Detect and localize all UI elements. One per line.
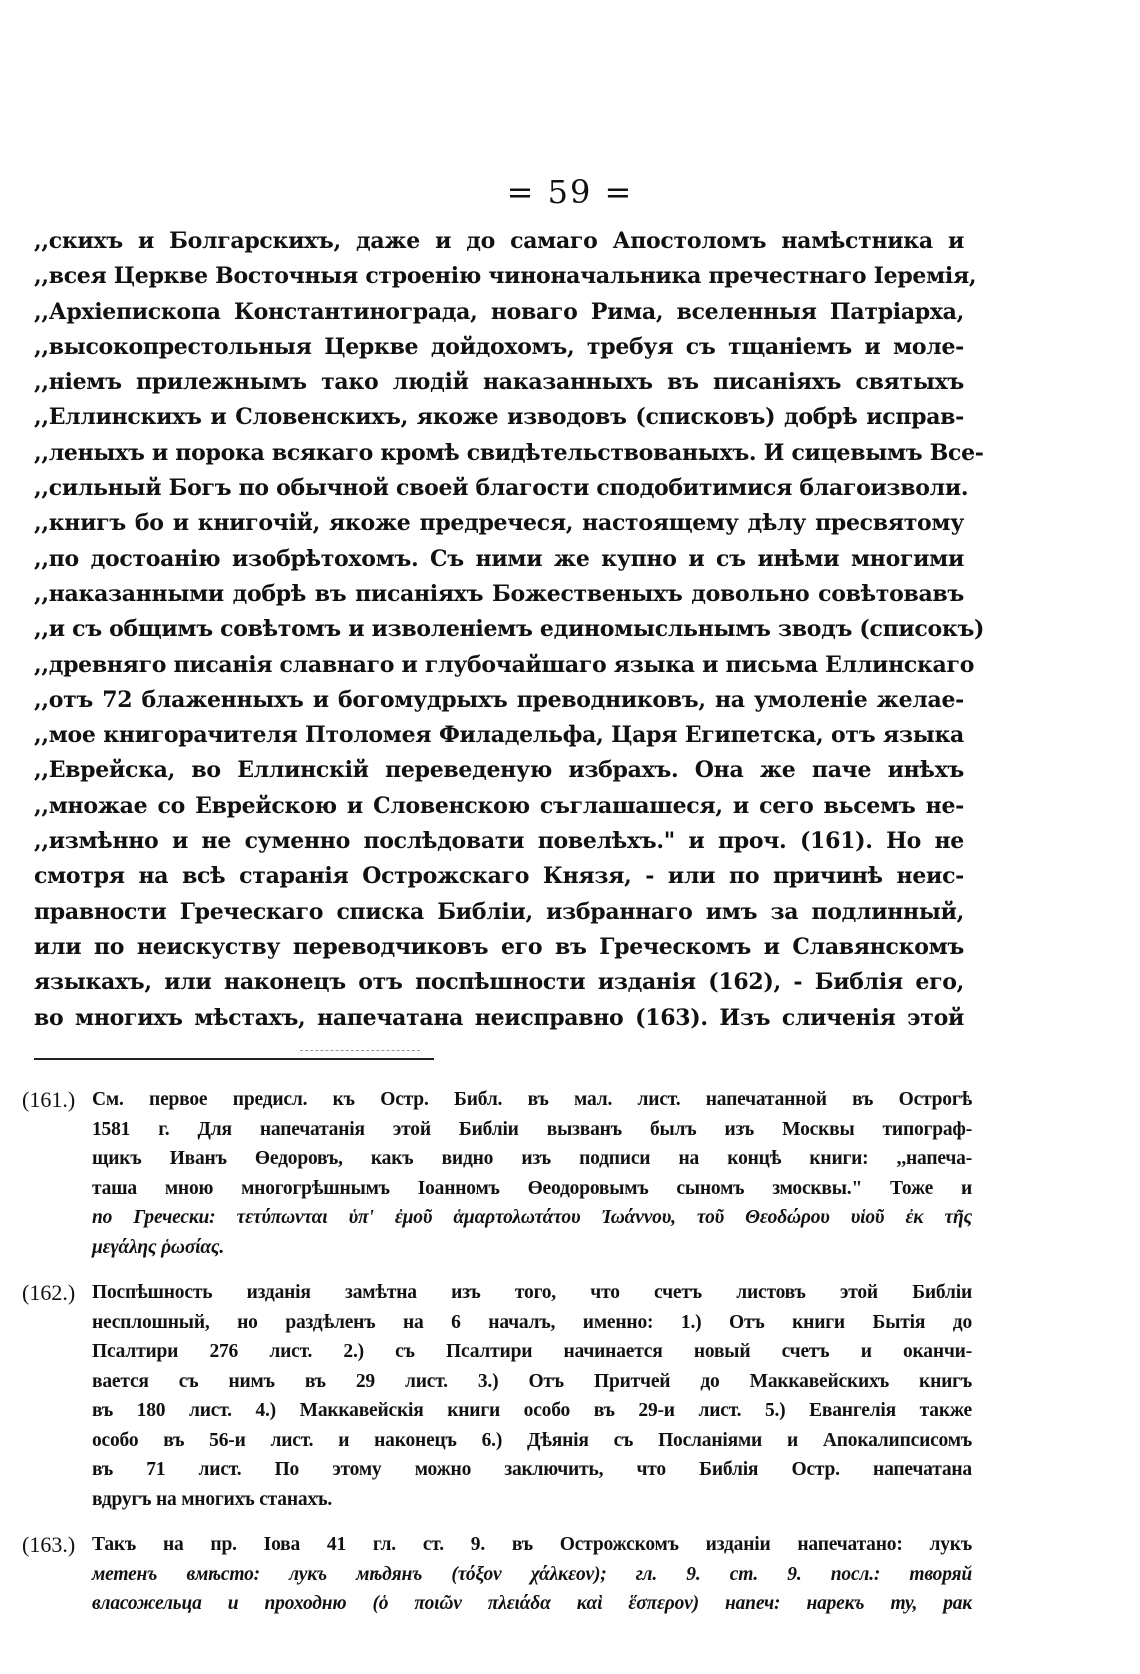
footnote-line: метенъ вмѣсто: лукъ мѣдянъ (τόξον χάλκεον); гл. 9. ст. 9. посл.: творяй [92,1563,972,1585]
footnote-line: таша мною многогрѣшнымъ Іоанномъ Өеодоровымъ сыномъ змосквы." Тоже и [92,1177,972,1199]
footnote-line: Псалтири 276 лист. 2.) съ Псалтири начинается новый счетъ и оканчи- [92,1341,972,1362]
footnote-161 [22,1085,972,1262]
footnote-mark: (162.) [22,1280,76,1305]
footnote-rule [34,1058,434,1060]
footnote-line: по Гречески: τετύπωνται ὑπ' ἐμοῦ ἁμαρτολωτάτου Ἰωάννου, τοῦ Θεοδώρου υἱοῦ ἐκ τῆς [92,1207,972,1228]
footnote-line: Такъ на пр. Іова 41 гл. ст. 9. въ Острожскомъ изданіи напечатано: лукъ [92,1534,972,1555]
text-line: во многихъ мѣстахъ, напечатана неисправно (163). Изъ сличенія этой [34,1004,964,1031]
text-line: ,,Еллинскихъ и Словенскихъ, якоже изводовъ (списковъ) добрѣ исправ- [34,404,964,431]
text-line: языкахъ, или наконецъ отъ поспѣшности изданія (162), - Библія его, [34,969,964,996]
page-number: = 59 = [506,173,634,211]
footnote-line: Поспѣшность изданія замѣтна изъ того, что счетъ листовъ этой Библіи [92,1282,972,1303]
text-line: ,,всея Церкве Восточныя строенію чиноначальника пречестнаго Іеремія, [34,263,977,290]
text-line: ,,мое книгорачителя Птоломея Филадельфа, Царя Египетска, отъ языка [34,722,964,749]
main-text [34,224,985,1036]
text-line: ,,отъ 72 блаженныхъ и богомудрыхъ преводниковъ, на умоленіе желае- [34,686,964,713]
text-line: ,,ніемъ прилежнымъ тако людій наказанныхъ въ писаніяхъ святыхъ [34,369,964,396]
footnote-mark: (161.) [22,1087,76,1112]
footnote-mark: (163.) [22,1532,76,1557]
footnote-line: въ 180 лист. 4.) Маккавейскія книги особо въ 29-и лист. 5.) Евангелія также [92,1400,972,1421]
text-line: смотря на всѣ старанія Острожскаго Князя, - или по причинѣ неис- [34,863,964,890]
footnote-line: несплошный, но раздѣленъ на 6 началъ, именно: 1.) Отъ книги Бытія до [92,1311,972,1333]
text-line: ,,леныхъ и порока всякаго кромѣ свидѣтельствованыхъ. И сицевымъ Все- [34,439,984,466]
text-line: ,,древняго писанія славнаго и глубочайшаго языка и письма Еллинскаго [34,651,975,678]
text-line: ,,и съ общимъ совѣтомъ и изволеніемъ единомысльнымъ зводъ (списокъ) [34,616,985,643]
text-line: или по неискуству переводчиковъ его въ Греческомъ и Славянскомъ [34,933,964,960]
footnote-line: щикъ Иванъ Өедоровъ, какъ видно изъ подписи на концѣ книги: ,,напеча- [92,1148,972,1169]
footnotes [22,1085,972,1635]
text-line: ,,измѣнно и не суменно послѣдовати повелѣхъ." и проч. (161). Но не [34,828,964,855]
footnote-line: вается съ нимъ въ 29 лист. 3.) Отъ Притчей до Маккавейскихъ книгъ [92,1370,972,1392]
text-line: ,,Архіепископа Константинограда, новаго Рима, вселенныя Патріарха, [34,298,964,325]
footnote-line: вдругъ на многихъ станахъ. [92,1488,333,1510]
text-line: ,,скихъ и Болгарскихъ, даже и до самаго Апостоломъ намѣстника и [34,228,964,254]
text-line: ,,множае со Еврейскою и Словенскою съглашашеся, и сего вьсемъ не- [34,792,964,819]
text-line: ,,Еврейска, во Еллинскій переведеную избрахъ. Она же паче инѣхъ [34,757,964,784]
text-line: ,,книгъ бо и книгочій, якоже предречеся, настоящему дѣлу пресвятому [34,510,964,537]
footnote-line: особо въ 56-и лист. и наконецъ 6.) Дѣянія съ Посланіями и Апокалипсисомъ [92,1429,972,1451]
footnote-line: въ 71 лист. По этому можно заключить, что Библія Остр. напечатана [92,1459,972,1480]
footnote-line: 1581 г. Для напечатанія этой Библіи вызванъ былъ изъ Москвы типограф- [92,1118,972,1140]
footnote-163 [22,1530,972,1619]
text-line: ,,сильный Богъ по обычной своей благости сподобитимися благоизволи. [34,475,969,502]
footnote-162 [22,1278,972,1514]
text-line: ,,высокопрестольныя Церкве дойдохомъ, требуя съ тщаніемъ и моле- [34,333,964,360]
faint-rule [300,1050,420,1051]
text-line: ,,наказанными добрѣ въ писаніяхъ Божественыхъ довольно совѣтовавъ [34,580,964,607]
text-line: ,,по достоанію изобрѣтохомъ. Съ ними же купно и съ инѣми многими [34,545,964,572]
footnote-line: власожельца и проходню (ὁ ποιῶν πλειάδα καὶ ἕσπερον) напеч: нарекъ ту, рак [92,1593,972,1614]
text-line: правности Греческаго списка Библіи, избраннаго имъ за подлинный, [34,898,964,925]
footnote-line: См. первое предисл. къ Остр. Библ. въ мал. лист. напечатанной въ Острогѣ [92,1089,972,1110]
footnote-line: μεγάλης ῥωσίας. [92,1236,225,1258]
